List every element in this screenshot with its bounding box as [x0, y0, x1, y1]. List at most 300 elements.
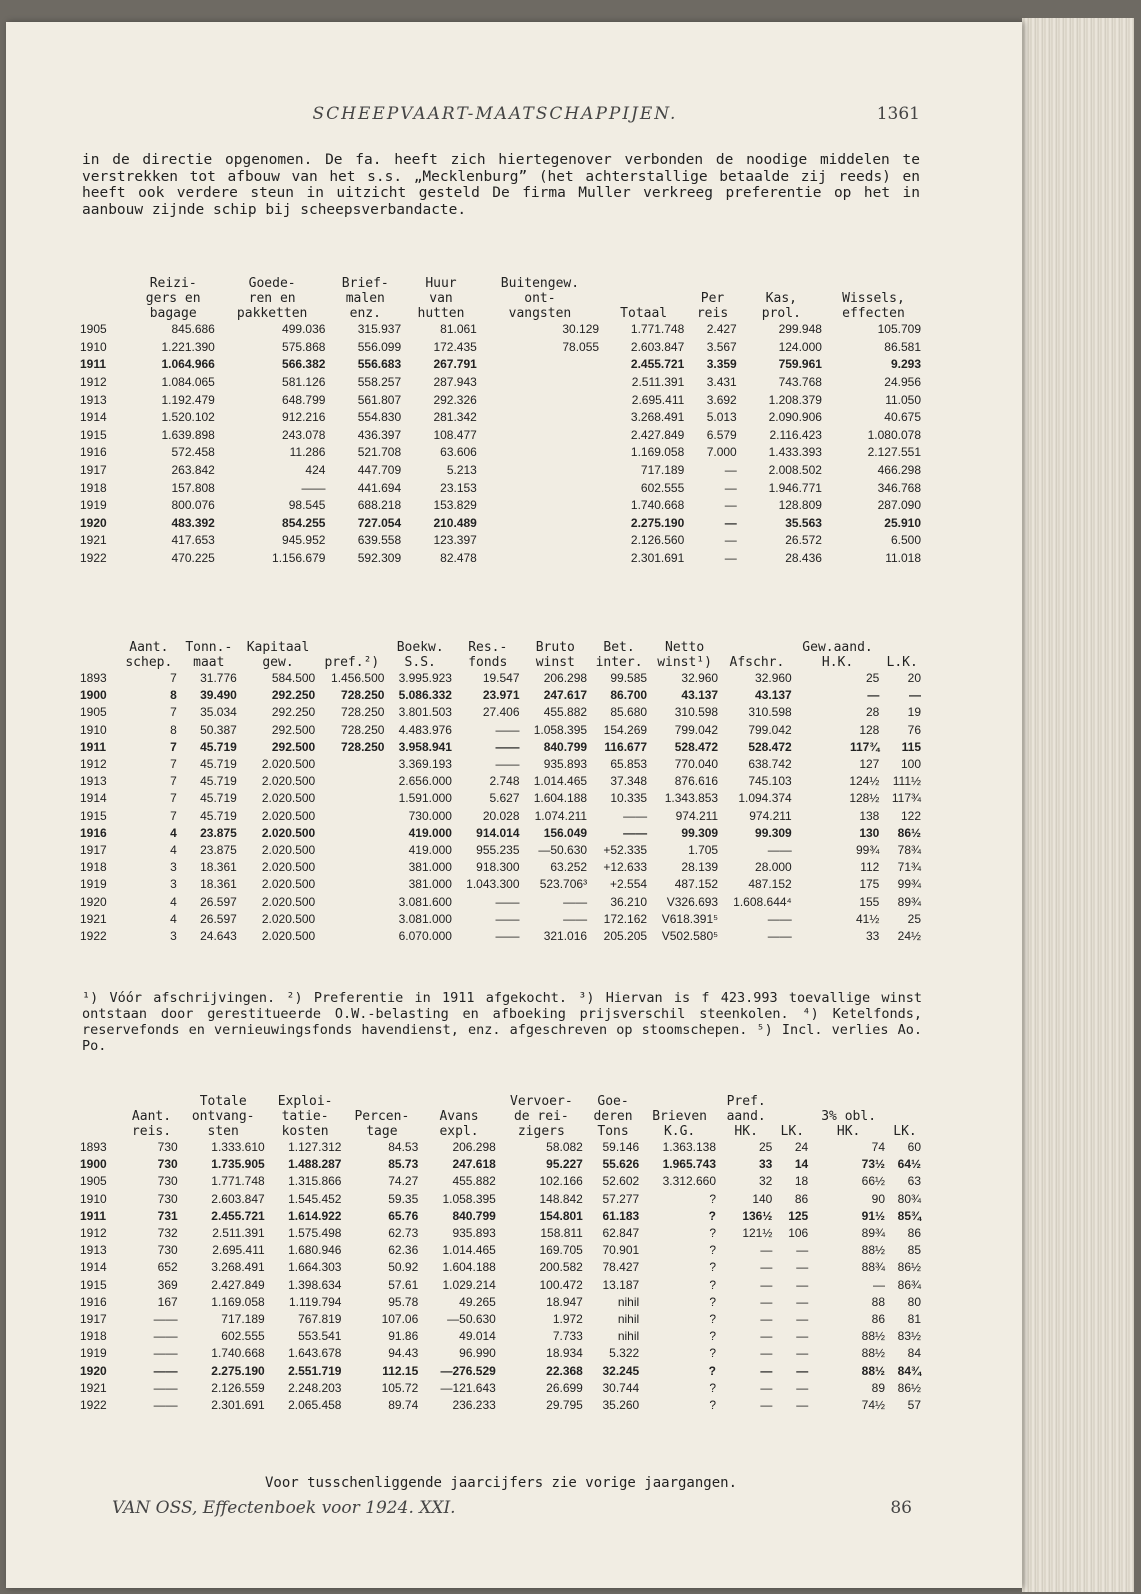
year-cell: 1912	[80, 375, 107, 390]
table-row	[78, 911, 923, 928]
value-cell: 1.084.065	[161, 375, 215, 390]
year-cell: 1918	[80, 860, 107, 875]
value-cell: 528.472	[674, 739, 719, 754]
column-header: Gew.aand. H.K.	[802, 640, 873, 670]
value-cell: 59.35	[388, 1191, 419, 1206]
column-header: Percen- tage	[354, 1109, 410, 1139]
value-cell	[317, 842, 386, 859]
value-cell: 974.211	[749, 808, 792, 823]
value-cell: 45.719	[200, 791, 237, 806]
value-cell: 39.490	[200, 688, 237, 703]
value-cell: 2.427.849	[630, 427, 685, 442]
value-cell: 4	[170, 911, 177, 926]
value-cell: 30.744	[602, 1380, 640, 1395]
value-cell: 107.06	[381, 1311, 419, 1326]
column-header: Afschr.	[729, 655, 785, 670]
value-cell: 955.235	[476, 842, 520, 857]
value-cell: —	[867, 688, 880, 703]
value-cell: 1.643.678	[288, 1346, 342, 1361]
value-cell: 85¾	[897, 1208, 921, 1223]
value-cell: —276.529	[440, 1363, 496, 1378]
value-cell: —	[760, 1294, 773, 1309]
value-cell: 310.598	[674, 705, 719, 720]
value-cell: 28.139	[681, 860, 719, 875]
year-cell: 1916	[80, 1294, 107, 1309]
value-cell: —	[724, 498, 737, 513]
value-cell: 1.433.393	[768, 445, 822, 460]
value-cell: 728.250	[341, 688, 385, 703]
value-cell: 602.555	[640, 480, 685, 495]
year-cell: 1922	[80, 1397, 107, 1412]
value-cell: 3	[170, 928, 177, 943]
value-cell: 912.216	[282, 410, 326, 425]
value-cell: 1.058.395	[533, 722, 588, 737]
value-cell: 148.842	[539, 1191, 583, 1206]
value-cell: 424	[305, 463, 326, 478]
value-cell: 935.893	[543, 757, 588, 772]
value-cell: 74	[871, 1140, 886, 1155]
operations-table	[78, 1094, 923, 1414]
value-cell: 2.020.500	[261, 842, 316, 857]
value-cell: 730	[157, 1140, 178, 1155]
value-cell: 2.427	[706, 322, 737, 337]
table-row	[78, 1173, 923, 1190]
value-cell: +52.335	[603, 842, 648, 857]
value-cell: 86	[871, 1311, 886, 1326]
year-cell: 1915	[80, 808, 107, 823]
year-cell: 1920	[80, 1363, 107, 1378]
value-cell: 470.225	[171, 551, 215, 566]
value-cell: 23.153	[440, 480, 477, 495]
column-header: Netto winst¹)	[657, 640, 712, 670]
value-cell: 45.719	[200, 774, 237, 789]
value-cell: 98.545	[288, 498, 326, 513]
value-cell: 1.169.058	[630, 445, 685, 460]
value-cell: 35.034	[200, 705, 237, 720]
value-cell: 523.706³	[539, 877, 588, 892]
value-cell: ——	[623, 808, 648, 823]
value-cell: 66½	[861, 1174, 886, 1189]
value-cell	[479, 409, 601, 427]
table-header-row	[78, 640, 923, 670]
year-cell: 1905	[80, 322, 107, 337]
value-cell: 2.748	[489, 774, 520, 789]
value-cell: ——	[495, 757, 520, 772]
value-cell: 3.431	[706, 375, 737, 390]
value-cell: +12.633	[603, 860, 648, 875]
table-row	[78, 1311, 923, 1328]
value-cell: ?	[709, 1380, 716, 1395]
column-header: Totaal	[620, 306, 668, 321]
column-header: Brieven K.G.	[652, 1109, 707, 1139]
value-cell: 759.961	[778, 357, 822, 372]
table-row	[78, 1345, 923, 1362]
value-cell: 1.545.452	[288, 1191, 342, 1206]
value-cell: 50.387	[200, 722, 237, 737]
value-cell: 28.000	[755, 860, 792, 875]
value-cell: 111½	[892, 774, 921, 789]
table-row	[78, 722, 923, 739]
value-cell: 153.829	[433, 498, 477, 513]
book-page-edges	[1022, 18, 1134, 1592]
value-cell: 28	[865, 705, 880, 720]
value-cell: 23.875	[200, 842, 237, 857]
value-cell: 466.298	[877, 463, 921, 478]
year-cell: 1920	[80, 894, 107, 909]
value-cell: 155	[859, 894, 880, 909]
value-cell: 172.435	[433, 339, 477, 354]
column-header: Aant. reis.	[131, 1109, 172, 1139]
value-cell: 71¾	[897, 860, 921, 875]
value-cell: 556.099	[357, 339, 402, 354]
value-cell: ?	[709, 1226, 716, 1241]
table-row	[78, 1156, 923, 1173]
table-row	[78, 1139, 923, 1156]
value-cell: 60	[907, 1140, 921, 1155]
value-cell: 7.000	[706, 445, 737, 460]
value-cell: 100	[900, 757, 921, 772]
value-cell: 10.335	[610, 791, 648, 806]
year-cell: 1921	[80, 911, 107, 926]
value-cell: 106	[788, 1226, 809, 1241]
year-cell: 1918	[80, 1329, 107, 1344]
value-cell: 37.348	[610, 774, 648, 789]
table-row	[78, 928, 923, 945]
value-cell: 2.116.423	[769, 427, 822, 442]
value-cell: 24.643	[200, 928, 237, 943]
table-row	[78, 444, 923, 462]
value-cell: 74.27	[388, 1174, 419, 1189]
year-cell: 1922	[80, 928, 107, 943]
value-cell: 876.616	[674, 774, 719, 789]
value-cell: 78.055	[562, 339, 600, 354]
value-cell: 287.090	[877, 498, 921, 513]
year-cell: 1920	[80, 515, 107, 530]
value-cell: 2.511.391	[631, 375, 685, 390]
value-cell: 206.298	[452, 1140, 496, 1155]
value-cell: 3.081.000	[398, 911, 452, 926]
value-cell: —	[724, 533, 737, 548]
value-cell: 561.807	[357, 392, 402, 407]
value-cell: 96.990	[459, 1346, 496, 1361]
value-cell: 7	[170, 705, 177, 720]
value-cell: 88	[871, 1294, 886, 1309]
value-cell: 717.189	[640, 463, 685, 478]
table-row	[78, 1380, 923, 1397]
value-cell: ——	[153, 1311, 178, 1326]
column-header: Exploi- tatie- kosten	[277, 1094, 333, 1139]
value-cell: 128.809	[778, 498, 822, 513]
value-cell: 45.719	[200, 739, 237, 754]
value-cell: 487.152	[674, 877, 719, 892]
value-cell: 558.257	[357, 375, 402, 390]
value-cell: 20	[907, 671, 921, 686]
value-cell: 369	[157, 1277, 178, 1292]
value-cell: 2.455.721	[211, 1208, 265, 1223]
value-cell: 122	[900, 808, 921, 823]
table-row	[78, 1225, 923, 1242]
value-cell: 730	[157, 1174, 178, 1189]
value-cell: 2.126.560	[630, 533, 685, 548]
value-cell: 263.842	[171, 463, 215, 478]
value-cell: 1.014.465	[533, 774, 588, 789]
value-cell: 62.847	[602, 1226, 640, 1241]
value-cell: 102.166	[539, 1174, 583, 1189]
value-cell: 81	[907, 1311, 921, 1326]
value-cell: 840.799	[543, 739, 588, 754]
column-header: Brief- malen enz.	[341, 276, 389, 321]
value-cell: 1.771.748	[211, 1174, 265, 1189]
value-cell: 117¾	[891, 791, 921, 806]
value-cell: 292.250	[271, 705, 316, 720]
value-cell: 1.705	[688, 842, 719, 857]
value-cell: 935.893	[452, 1226, 496, 1241]
value-cell: 1.604.188	[533, 791, 588, 806]
value-cell: 554.830	[357, 410, 402, 425]
value-cell: 14	[794, 1157, 809, 1172]
column-header: Kapitaal gew.	[246, 640, 310, 670]
value-cell: 112	[860, 860, 880, 875]
table-row	[78, 427, 923, 445]
value-cell: —	[724, 551, 737, 566]
value-cell: —	[760, 1243, 773, 1258]
value-cell: ——	[495, 739, 520, 754]
value-cell: 63.252	[550, 860, 588, 875]
value-cell: 11.286	[289, 445, 326, 460]
value-cell: 292.326	[433, 392, 477, 407]
value-cell: 121½	[742, 1226, 773, 1241]
value-cell: 11.018	[885, 551, 921, 566]
running-title: SCHEEPVAART-MAATSCHAPPIJEN.	[312, 104, 678, 124]
value-cell: 5.322	[609, 1346, 640, 1361]
value-cell: 487.152	[748, 877, 792, 892]
value-cell: 652	[157, 1260, 178, 1275]
year-cell: 1913	[80, 1243, 107, 1258]
value-cell: —50.630	[447, 1311, 496, 1326]
value-cell: 130	[859, 825, 880, 840]
value-cell: 321.016	[543, 928, 588, 943]
year-cell: 1914	[80, 410, 107, 425]
value-cell: ?	[709, 1294, 716, 1309]
value-cell: 2.020.500	[261, 791, 316, 806]
value-cell: 85	[907, 1243, 921, 1258]
value-cell: 2.020.500	[261, 928, 316, 943]
value-cell: 117¾	[849, 739, 880, 754]
value-cell: 292.250	[271, 688, 316, 703]
value-cell: 3.958.941	[398, 739, 452, 754]
value-cell: 169.705	[539, 1243, 583, 1258]
value-cell: 123.397	[433, 533, 477, 548]
value-cell: 1.119.794	[288, 1294, 342, 1309]
year-cell: 1912	[80, 757, 107, 772]
value-cell: 743.768	[778, 375, 822, 390]
value-cell: 19.547	[482, 671, 520, 686]
table-header-row	[78, 1094, 923, 1139]
value-cell: 90	[871, 1191, 886, 1206]
value-cell: 1.156.679	[272, 551, 326, 566]
value-cell: 11.050	[885, 392, 921, 407]
value-cell: 84	[907, 1346, 921, 1361]
value-cell: —	[796, 1243, 809, 1258]
year-cell: 1917	[80, 1311, 107, 1326]
value-cell: ——	[153, 1380, 178, 1395]
value-cell: —	[796, 1346, 809, 1361]
value-cell: V618.391⁵	[661, 911, 719, 926]
value-cell: 95.78	[388, 1294, 419, 1309]
value-cell: —	[760, 1380, 773, 1395]
value-cell: 243.078	[282, 427, 326, 442]
value-cell: 7	[170, 757, 177, 772]
value-cell: —	[796, 1294, 809, 1309]
value-cell: 20.028	[482, 808, 520, 823]
intro-text	[82, 152, 920, 218]
table-row	[78, 462, 923, 480]
table-row	[78, 1397, 923, 1414]
value-cell: 1.488.287	[288, 1157, 342, 1172]
column-header: Tonn.- maat	[185, 640, 233, 670]
value-cell: 88½	[861, 1243, 886, 1258]
value-cell: 1.456.500	[331, 671, 385, 686]
value-cell: 45.719	[200, 808, 237, 823]
value-cell: —	[909, 688, 921, 703]
value-cell: 83½	[897, 1329, 921, 1344]
value-cell: 8	[170, 722, 177, 737]
value-cell	[317, 928, 386, 945]
value-cell: 210.489	[433, 515, 477, 530]
table-row	[78, 790, 923, 807]
value-cell: 1.575.498	[288, 1226, 342, 1241]
value-cell	[479, 462, 601, 480]
value-cell: 89¾	[897, 894, 921, 909]
value-cell: 78¾	[897, 842, 921, 857]
table-row	[78, 808, 923, 825]
value-cell: 86½	[897, 1380, 921, 1395]
value-cell: 7	[170, 808, 177, 823]
value-cell: 2.090.906	[768, 410, 822, 425]
year-cell: 1913	[80, 774, 107, 789]
value-cell: 88¾	[861, 1260, 886, 1275]
value-cell: 57.277	[602, 1191, 640, 1206]
year-cell: 1913	[80, 392, 107, 407]
column-header: 3% obl. HK.	[821, 1109, 877, 1139]
value-cell: 310.598	[748, 705, 792, 720]
table-row	[78, 1259, 923, 1276]
value-cell: 112.15	[382, 1363, 419, 1378]
year-cell: 1915	[80, 1277, 107, 1292]
table-row	[78, 670, 923, 687]
value-cell: 88½	[861, 1329, 886, 1344]
value-cell: —121.643	[440, 1380, 496, 1395]
value-cell: 138	[859, 808, 880, 823]
value-cell: 64½	[897, 1157, 921, 1172]
value-cell: 2.275.190	[211, 1363, 265, 1378]
value-cell: —	[760, 1346, 773, 1361]
value-cell: 74½	[861, 1397, 886, 1412]
column-header: Kas, prol.	[761, 291, 801, 321]
column-header	[78, 276, 130, 321]
value-cell: 2.020.500	[261, 825, 316, 840]
value-cell: ?	[709, 1260, 716, 1275]
value-cell	[479, 427, 601, 445]
column-header: Buitengew. ont- vangsten	[500, 276, 580, 321]
value-cell: —	[796, 1329, 809, 1344]
value-cell: 1.127.312	[288, 1140, 342, 1155]
value-cell: 2.020.500	[261, 808, 316, 823]
value-cell: 1.080.078	[867, 427, 921, 442]
column-header: Wissels, effecten	[842, 291, 905, 321]
value-cell: ?	[709, 1346, 716, 1361]
value-cell: 49.265	[459, 1294, 496, 1309]
value-cell: ——	[767, 842, 792, 857]
value-cell: 86.700	[610, 688, 648, 703]
value-cell	[317, 825, 386, 842]
column-header: Bet. inter.	[595, 640, 643, 670]
value-cell: 24	[794, 1140, 809, 1155]
year-cell: 1905	[80, 1174, 107, 1189]
value-cell	[317, 790, 386, 807]
value-cell: ——	[623, 825, 648, 840]
value-cell: 25	[758, 1140, 773, 1155]
value-cell: —	[724, 480, 737, 495]
table-row	[78, 550, 923, 568]
value-cell: 45.719	[200, 757, 237, 772]
value-cell: 2.695.411	[631, 392, 685, 407]
table-row	[78, 756, 923, 773]
value-cell: 94.43	[388, 1346, 419, 1361]
year-cell: 1921	[80, 1380, 107, 1395]
value-cell: 65.76	[388, 1208, 419, 1223]
value-cell: ——	[301, 480, 326, 495]
value-cell: 3	[170, 860, 177, 875]
value-cell: ——	[495, 894, 520, 909]
value-cell: 22.368	[546, 1363, 583, 1378]
value-cell: 800.076	[171, 498, 215, 513]
value-cell: 24½	[897, 928, 921, 943]
table-row	[78, 859, 923, 876]
column-header: Boekw. S.S.	[396, 640, 444, 670]
value-cell: 499.036	[282, 322, 326, 337]
value-cell: 1.965.743	[662, 1157, 716, 1172]
value-cell: 49.014	[459, 1329, 496, 1344]
year-cell: 1916	[80, 825, 107, 840]
value-cell: 31.776	[200, 671, 237, 686]
value-cell: 41½	[855, 911, 880, 926]
value-cell: 86½	[897, 825, 921, 840]
value-cell: —	[760, 1363, 773, 1378]
value-cell: 8	[170, 688, 177, 703]
value-cell: 35.260	[602, 1397, 640, 1412]
value-cell: 247.618	[452, 1157, 496, 1172]
year-cell: 1905	[80, 705, 107, 720]
page-number: 1361	[876, 104, 920, 124]
value-cell: 1.043.300	[466, 877, 520, 892]
value-cell: 99¾	[897, 877, 921, 892]
value-cell: 602.555	[221, 1329, 265, 1344]
value-cell: 1.029.214	[442, 1277, 496, 1292]
page-footer	[112, 1498, 912, 1522]
table-row	[78, 515, 923, 533]
value-cell: 731	[157, 1208, 178, 1223]
value-cell: 91.86	[388, 1329, 419, 1344]
value-cell: 1.058.395	[442, 1191, 496, 1206]
value-cell: 105.72	[381, 1380, 419, 1395]
value-cell: 28.436	[785, 551, 822, 566]
value-cell: ——	[153, 1363, 178, 1378]
table-row	[78, 893, 923, 910]
value-cell: 767.819	[298, 1311, 342, 1326]
year-cell: 1922	[80, 551, 107, 566]
value-cell	[479, 479, 601, 497]
